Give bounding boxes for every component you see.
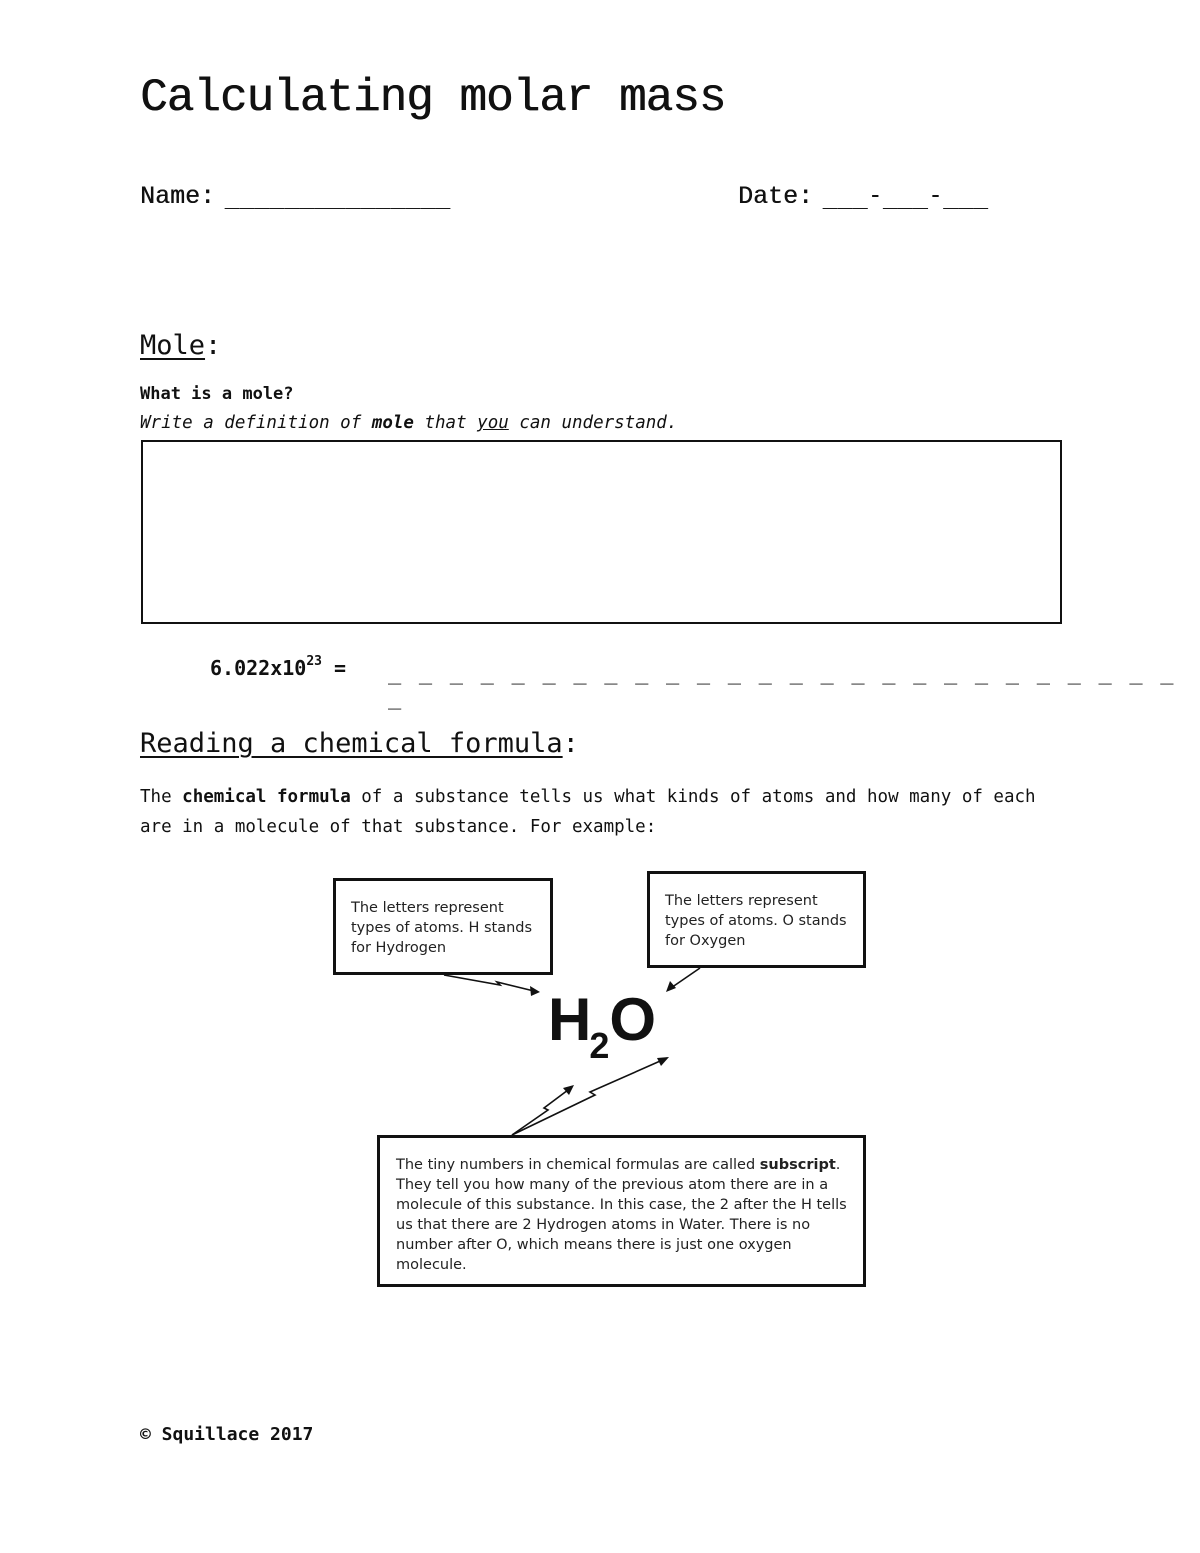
date-blank[interactable]: ___-___-___ (822, 180, 989, 209)
copyright-footer: © Squillace 2017 (140, 1424, 314, 1445)
callout-oxygen (647, 871, 866, 968)
callout-subscript-pre: The tiny numbers in chemical formulas are called (396, 1157, 760, 1173)
callout-subscript (377, 1135, 866, 1287)
instruction-mid: that (413, 413, 478, 433)
callout-subscript-post: . They tell you how many of the previous atom there are in a molecule of this substance. In this case, the 2 after the H tells us that there are 2 Hydrogen atoms in Water. There is no number after O, which means there is just one oxygen molecule. (396, 1157, 847, 1273)
instruction-pre: Write a definition of (140, 413, 372, 433)
instruction-post: can understand. (508, 413, 678, 433)
para-post: of a substance tells us what kinds of atoms and how many of each are in a molecule of that substance. For example: (140, 787, 1036, 837)
callout-oxygen-text: The letters represent types of atoms. O stands for Oxygen (665, 893, 847, 949)
name-blank[interactable]: _______________ (224, 180, 451, 209)
para-pre: The (140, 787, 183, 807)
instruction-underlined: you (477, 413, 509, 433)
water-formula (548, 985, 655, 1066)
formula-o: O (609, 986, 655, 1053)
name-label: Name: (140, 182, 216, 211)
formula-h: H (548, 986, 590, 1053)
avogadro-exponent: 23 (306, 654, 322, 670)
page-title: Calculating molar mass (140, 72, 726, 124)
formula-heading-colon: : (562, 728, 579, 759)
para-bold: chemical formula (182, 787, 351, 807)
date-label: Date: (738, 182, 814, 211)
avogadro-answer-line[interactable]: _ _ _ _ _ _ _ _ _ _ _ _ _ _ _ _ _ _ _ _ _ _ _ _ _ _ _ (388, 660, 1176, 710)
mole-heading-colon: : (205, 330, 222, 361)
avogadro-base: 6.022x10 (210, 656, 307, 680)
callout-hydrogen-text: The letters represent types of atoms. H stands for Hydrogen (351, 900, 533, 956)
arrow-to-h (444, 975, 538, 992)
callout-subscript-bold: subscript (759, 1157, 836, 1173)
mole-heading-text: Mole (140, 330, 206, 361)
arrow-to-o-number (512, 1058, 667, 1135)
instruction-bold: mole (371, 413, 414, 433)
mole-question: What is a mole? (140, 384, 294, 404)
callout-hydrogen (333, 878, 553, 975)
formula-heading-text: Reading a chemical formula (140, 728, 563, 759)
avogadro-equals: = (321, 656, 347, 680)
formula-subscript: 2 (589, 1025, 610, 1066)
